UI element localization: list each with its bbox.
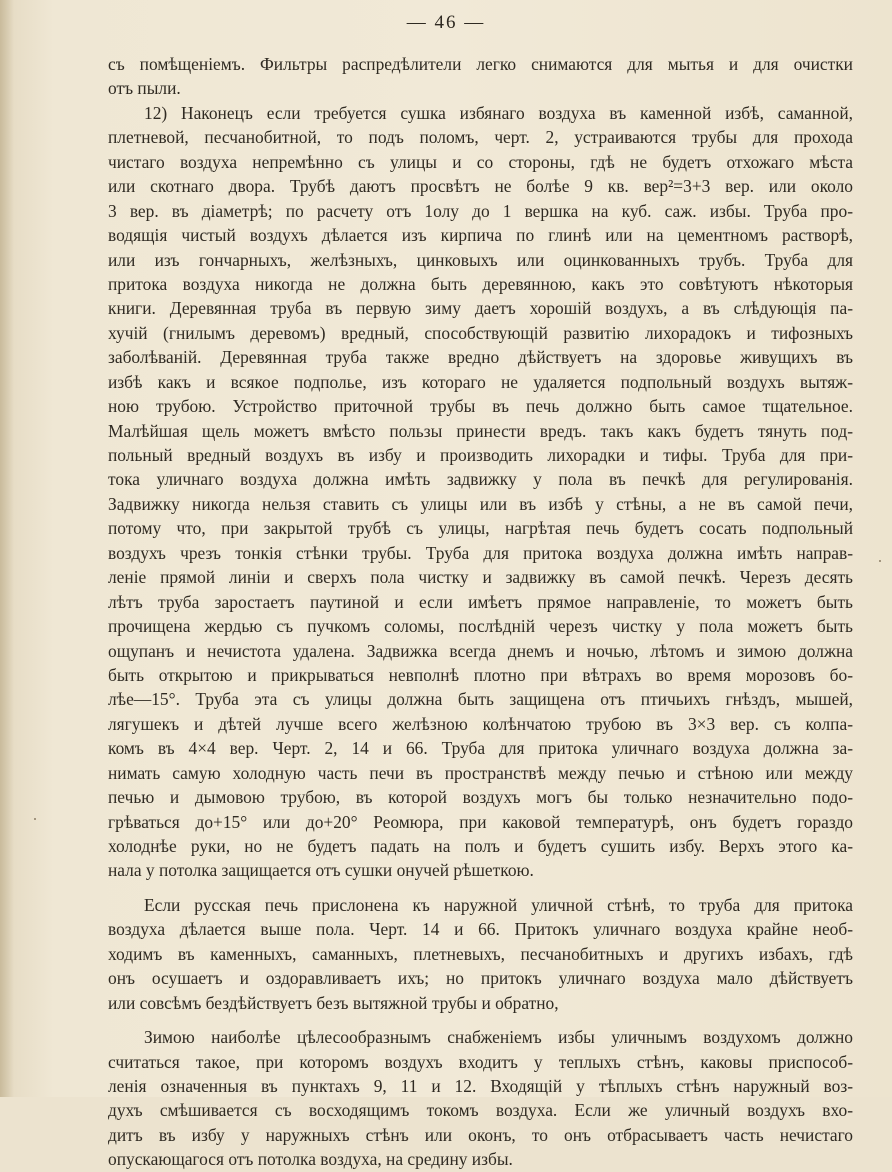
- text-line: съ помѣщеніемъ. Фильтры распредѣлители легко снимаются для мытья и для очистки: [108, 54, 853, 74]
- text-line: духъ смѣшивается съ восходящимъ токомъ воздуха. Если же уличный воздухъ вхо-: [108, 1100, 853, 1121]
- paragraph-gap: [108, 1015, 853, 1025]
- text-line: считаться такое, при которомъ воздухъ входитъ у теплыхъ стѣнъ, каковы приспособ-: [108, 1051, 853, 1072]
- text-line: воздухъ чрезъ тонкія стѣнки трубы. Труба для притока воздуха должна имѣть направ-: [108, 542, 853, 563]
- text-line: лѣтъ труба заростаетъ паутиной и если имѣетъ прямое направленіе, то можетъ быть: [108, 591, 853, 612]
- text-line: нала у потолка защищается отъ сушки онучей рѣшеткою.: [108, 860, 534, 881]
- text-line: заболѣваній. Деревянная труба также вредно дѣйствуетъ на здоровье живущихъ въ: [108, 347, 853, 368]
- text-line: ною трубою. Устройство приточной трубы въ печь должно быть самое тщательное.: [108, 396, 853, 417]
- text-line: прочищена жердью съ пучкомъ соломы, послѣдній черезъ чистку у пола можетъ быть: [108, 616, 853, 637]
- text-line: Если русская печь прислонена къ наружной уличной стѣнѣ, то труба для притока: [144, 894, 853, 915]
- page-spine-shadow: [0, 0, 14, 1097]
- paragraph: [108, 1025, 853, 1172]
- text-line: отъ пыли.: [108, 78, 181, 99]
- text-line: хучій (гнилымъ деревомъ) вредный, способствующій развитію лихорадокъ и тифозныхъ: [108, 322, 853, 343]
- text-line: чистаго воздуха непремѣнно съ улицы и со стороны, гдѣ не будетъ отхожаго мѣста: [108, 151, 853, 172]
- text-line: тока уличнаго воздуха должна имѣть задвижку у пола въ печкѣ для регулированія.: [108, 469, 853, 490]
- text-line: леніе прямой линіи и сверхъ пола чистку и задвижку въ самой печкѣ. Черезъ десять: [108, 567, 853, 588]
- page-number: — 46 —: [406, 12, 486, 33]
- text-line: грѣваться до+15° или до+20° Реомюра, при каковой температурѣ, онъ будетъ гораздо: [108, 811, 853, 832]
- text-line: потому что, при закрытой трубѣ съ улицы, нагрѣтая печь будетъ сосать подпольный: [108, 518, 853, 539]
- text-line: польный вредный воздухъ въ избу и производить лихорадки и тифы. Труба для при-: [108, 445, 853, 465]
- text-line: или изъ гончарныхъ, желѣзныхъ, цинковыхъ или оцинкованныхъ трубъ. Труба для: [108, 249, 853, 270]
- text-line: быть открытою и прикрываться невполнѣ плотно при вѣтрахъ во время морозовъ бо-: [108, 664, 853, 685]
- text-line: онъ осушаетъ и оздоравливаетъ ихъ; но притокъ уличнаго воздуха мало дѣйствуетъ: [108, 968, 853, 989]
- text-line: ленія означенныя въ пунктахъ 9, 11 и 12. Входящій у тѣплыхъ стѣнъ наружный воз-: [108, 1075, 853, 1096]
- text-line: книги. Деревянная труба въ первую зиму даетъ хорошій воздухъ, а въ слѣдующія па-: [108, 298, 853, 319]
- text-line: Малѣйшая щель можетъ вмѣсто пользы принести вредъ. такъ какъ будетъ тянуть под-: [108, 420, 853, 441]
- text-line: Зимою наиболѣе цѣлесообразнымъ снабженіемъ избы уличнымъ воздухомъ должно: [144, 1027, 853, 1048]
- text-line: холоднѣе руки, но не будетъ падать на полъ и будетъ сушить избу. Верхъ этого ка-: [108, 836, 853, 856]
- text-line: нимать самую холодную часть печи въ пространствѣ между печью и стѣною или между: [108, 762, 853, 783]
- text-line: опускающагося отъ потолка воздуха, на средину избы.: [108, 1149, 513, 1170]
- text-line: плетневой, песчанобитной, то подъ поломъ, черт. 2, устраиваются трубы для прохода: [108, 127, 853, 148]
- text-line: 3 вер. въ діаметрѣ; по расчету отъ 1олу до 1 вершка на куб. саж. избы. Труба про-: [108, 200, 853, 221]
- paragraph: [108, 52, 853, 101]
- text-line: комъ въ 4×4 вер. Черт. 2, 14 и 66. Труба для притока уличнаго воздуха должна за-: [108, 738, 853, 759]
- paper-speck: [34, 818, 36, 820]
- text-line: водящія чистый воздухъ дѣлается изъ кирпича по глинѣ или на цементномъ растворѣ,: [108, 225, 853, 246]
- text-line: печью и дымовою трубою, въ которой воздухъ могъ бы только незначительно подо-: [108, 787, 853, 808]
- text-line: Задвижку никогда нельзя ставить съ улицы или въ избѣ у стѣны, а не въ самой печи,: [108, 493, 853, 514]
- body-text: [108, 52, 853, 1172]
- paragraph: [108, 101, 853, 883]
- text-line: или совсѣмъ бездѣйствуетъ безъ вытяжной трубы и обратно,: [108, 992, 559, 1013]
- paper-speck: [879, 560, 881, 562]
- text-line: избѣ какъ и всякое подполье, изъ котораго не удаляется подпольный воздухъ вытяж-: [108, 371, 853, 392]
- paragraph: [108, 893, 853, 1015]
- text-line: воздуха дѣлается выше пола. Черт. 14 и 66. Притокъ уличнаго воздуха крайне необ-: [108, 919, 853, 940]
- text-line: или скотнаго двора. Трубѣ даютъ просвѣтъ не болѣе 9 кв. вер²=3+3 вер. или около: [108, 176, 853, 197]
- paragraph-gap: [108, 883, 853, 893]
- text-line: ходимъ въ каменныхъ, саманныхъ, плетневыхъ, песчанобитныхъ и другихъ избахъ, гдѣ: [108, 943, 853, 964]
- text-line: ощупанъ и нечистота удалена. Задвижка всегда днемъ и ночью, лѣтомъ и зимою должна: [108, 640, 853, 661]
- text-line: 12) Наконецъ если требуется сушка избянаго воздуха въ каменной избѣ, саманной,: [144, 102, 853, 123]
- text-line: лѣе—15°. Труба эта съ улицы должна быть защищена отъ птичьихъ гнѣздъ, мышей,: [108, 689, 853, 710]
- text-line: притока воздуха никогда не должна быть деревянною, какъ это совѣтуютъ нѣкоторыя: [108, 273, 853, 294]
- text-line: дитъ въ избу у наружныхъ стѣнъ или оконъ, то онъ отбрасываетъ часть нечистаго: [108, 1124, 853, 1145]
- text-line: лягушекъ и дѣтей лучше всего желѣзною колѣнчатою трубою въ 3×3 вер. съ колпа-: [108, 713, 853, 734]
